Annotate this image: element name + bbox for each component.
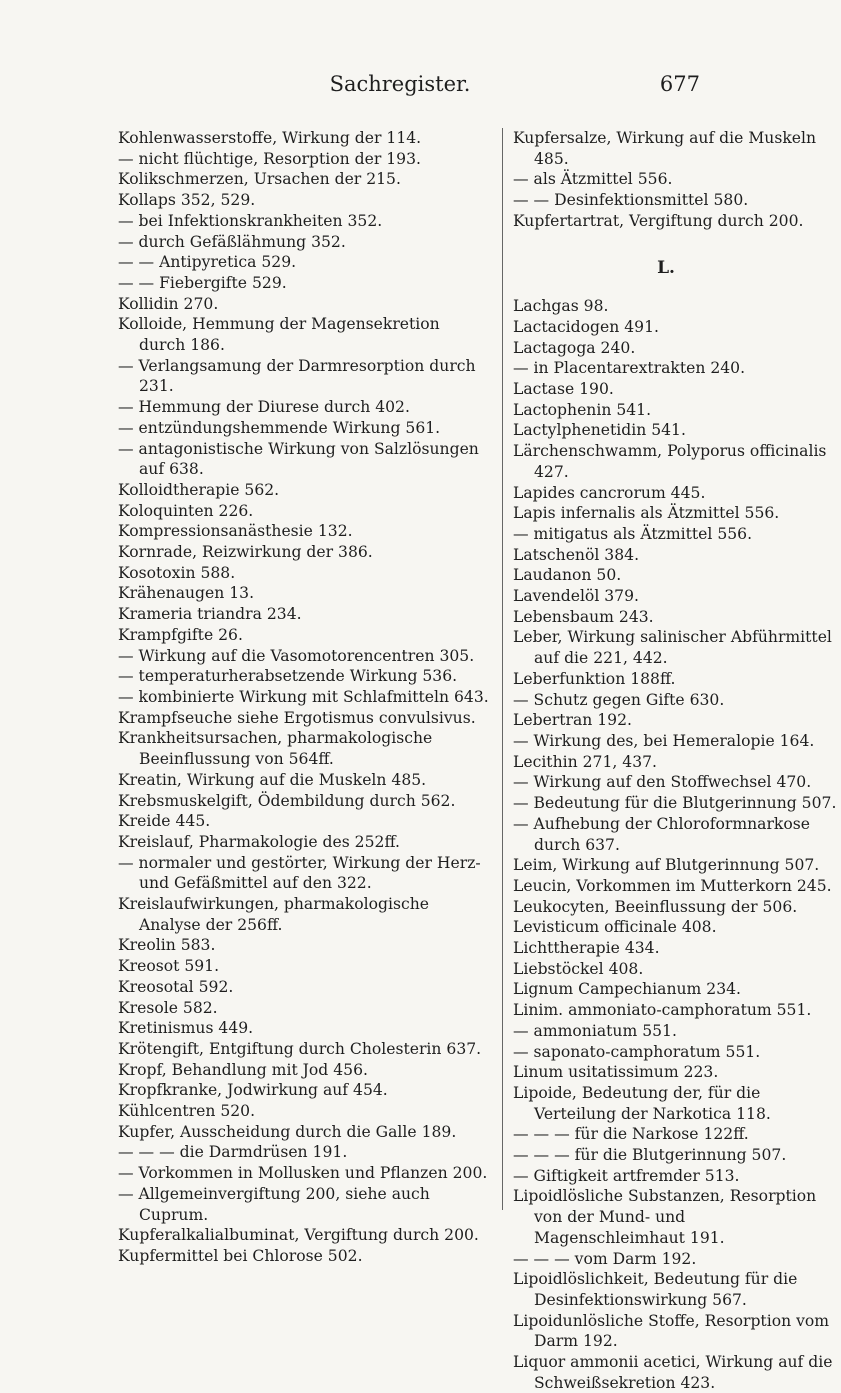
index-entry: Lavendelöl 379. <box>513 587 639 606</box>
index-entry: — — — für die Narkose 122ff. <box>513 1125 749 1144</box>
index-entry: — temperaturherabsetzende Wirkung 536. <box>118 667 458 686</box>
index-entry: Kornrade, Reizwirkung der 386. <box>118 543 373 562</box>
index-entry: Kropf, Behandlung mit Jod 456. <box>118 1060 368 1079</box>
index-entry: Lactacidogen 491. <box>513 317 659 336</box>
index-entry: — Hemmung der Diurese durch 402. <box>118 398 410 417</box>
index-entry: Lactophenin 541. <box>513 400 652 419</box>
page-header <box>0 72 800 102</box>
index-entry: — Wirkung auf den Stoffwechsel 470. <box>513 773 812 792</box>
index-entry: Kresole 582. <box>118 998 218 1017</box>
index-entry: Latschenöl 384. <box>513 545 640 564</box>
index-entry: Kupfer, Ausscheidung durch die Galle 189. <box>118 1122 457 1141</box>
index-entry: — — — die Darmdrüsen 191. <box>118 1143 348 1162</box>
index-entry: Lapis infernalis als Ätzmittel 556. <box>513 504 780 523</box>
index-entry: Lipoide, Bedeutung der, für die Verteilung der Narkotica 118. <box>513 1083 771 1123</box>
index-entry: Krebsmuskelgift, Ödembildung durch 562. <box>118 791 456 810</box>
index-entry: — — Desinfektionsmittel 580. <box>513 191 749 210</box>
index-entry: — als Ätzmittel 556. <box>513 170 673 189</box>
index-entry: Koloquinten 226. <box>118 501 254 520</box>
index-entry: Liebstöckel 408. <box>513 959 644 978</box>
right-column-k-entries <box>513 128 841 232</box>
column-divider <box>502 128 503 1210</box>
page-title: Sachregister. <box>329 72 471 96</box>
index-entry: — Schutz gegen Gifte 630. <box>513 690 725 709</box>
index-entry: Leukocyten, Beeinflussung der 506. <box>513 897 798 916</box>
right-column-l-entries <box>513 296 841 1393</box>
index-entry: — kombinierte Wirkung mit Schlafmitteln 643. <box>118 687 489 706</box>
index-entry: — normaler und gestörter, Wirkung der Herz- und Gefäßmittel auf den 322. <box>118 853 481 893</box>
index-entry: Levisticum officinale 408. <box>513 918 717 937</box>
index-entry: Leucin, Vorkommen im Mutterkorn 245. <box>513 876 832 895</box>
index-entry: Kupfertartrat, Vergiftung durch 200. <box>513 211 804 230</box>
index-entry: Lapides cancrorum 445. <box>513 483 706 502</box>
index-entry: — Vorkommen in Mollusken und Pflanzen 200. <box>118 1164 488 1183</box>
index-entry: Lärchenschwamm, Polyporus officinalis 427. <box>513 442 827 481</box>
index-entry: — Giftigkeit artfremder 513. <box>513 1166 740 1185</box>
index-entry: Kretinismus 449. <box>118 1019 254 1038</box>
index-entry: Lebensbaum 243. <box>513 607 654 626</box>
index-entry: — Wirkung auf die Vasomotorencentren 305. <box>118 646 475 665</box>
index-entry: Leber, Wirkung salinischer Abführmittel auf die 221, 442. <box>513 628 832 668</box>
index-entry: Kupferalkalialbuminat, Vergiftung durch 200. <box>118 1226 479 1245</box>
index-entry: — Allgemeinvergiftung 200, siehe auch Cuprum. <box>118 1184 430 1224</box>
index-entry: — Wirkung des, bei Hemeralopie 164. <box>513 731 815 750</box>
index-entry: — durch Gefäßlähmung 352. <box>118 232 346 251</box>
index-entry: Lebertran 192. <box>513 711 632 730</box>
index-entry: Kropfkranke, Jodwirkung auf 454. <box>118 1081 388 1100</box>
index-entry: Lactase 190. <box>513 380 614 399</box>
index-entry: Linum usitatissimum 223. <box>513 1063 719 1082</box>
index-entry: — in Placentarextrakten 240. <box>513 359 746 378</box>
index-entry: — antagonistische Wirkung von Salzlösungen auf 638. <box>118 439 479 479</box>
index-entry: — Verlangsamung der Darmresorption durch 231. <box>118 356 476 396</box>
index-entry: Kreosot 591. <box>118 957 220 976</box>
index-entry: Krampfseuche siehe Ergotismus convulsivus. <box>118 708 476 727</box>
index-entry: Kolloide, Hemmung der Magensekretion durch 186. <box>118 315 440 355</box>
index-entry: Lipoidlöslichkeit, Bedeutung für die Desinfektionswirkung 567. <box>513 1270 798 1309</box>
index-entry: Kupfermittel bei Chlorose 502. <box>118 1246 363 1265</box>
index-entry: Kollaps 352, 529. <box>118 191 256 210</box>
index-entry: Kreide 445. <box>118 812 211 831</box>
index-entry: Lactagoga 240. <box>513 338 636 357</box>
index-entry: — saponato-camphoratum 551. <box>513 1042 761 1061</box>
index-entry: Krötengift, Entgiftung durch Cholesterin 637. <box>118 1039 482 1058</box>
index-entry: Lignum Campechianum 234. <box>513 980 741 999</box>
index-entry: Kompressionsanästhesie 132. <box>118 522 353 541</box>
index-entry: — — Antipyretica 529. <box>118 253 297 272</box>
index-entry: — entzündungshemmende Wirkung 561. <box>118 418 441 437</box>
index-entry: Lactylphenetidin 541. <box>513 421 686 440</box>
index-entry: Kreislauf, Pharmakologie des 252ff. <box>118 832 400 851</box>
index-entry: — — — vom Darm 192. <box>513 1249 697 1268</box>
section-letter-heading: L. <box>657 257 675 278</box>
page-number: 677 <box>659 72 700 96</box>
index-entry: Kohlenwasserstoffe, Wirkung der 114. <box>118 129 422 147</box>
index-entry: — Bedeutung für die Blutgerinnung 507. <box>513 794 837 813</box>
index-entry: Krähenaugen 13. <box>118 584 255 603</box>
index-entry: Lipoidlösliche Substanzen, Resorption von der Mund- und Magenschleimhaut 191. <box>513 1187 817 1247</box>
index-entry: Krameria triandra 234. <box>118 605 302 624</box>
index-entry: Kollidin 270. <box>118 294 219 313</box>
index-entry: Kreislaufwirkungen, pharmakologische Analyse der 256ff. <box>118 895 429 934</box>
index-entry: Lecithin 271, 437. <box>513 752 657 771</box>
index-entry: Liquor ammonii acetici, Wirkung auf die Schweißsekretion 423. <box>513 1353 833 1392</box>
index-entry: Kreolin 583. <box>118 936 216 955</box>
index-entry: Leim, Wirkung auf Blutgerinnung 507. <box>513 856 820 875</box>
index-entry: Linim. ammoniato-camphoratum 551. <box>513 1001 812 1020</box>
index-entry: — nicht flüchtige, Resorption der 193. <box>118 149 421 168</box>
index-entry: Kühlcentren 520. <box>118 1102 256 1121</box>
index-entry: — ammoniatum 551. <box>513 1021 677 1040</box>
index-entry: Lipoidunlösliche Stoffe, Resorption vom Darm 192. <box>513 1311 830 1351</box>
index-entry: Kolloidtherapie 562. <box>118 480 280 499</box>
index-entry: — Aufhebung der Chloroformnarkose durch 637. <box>513 814 810 854</box>
index-entry: — bei Infektionskrankheiten 352. <box>118 211 383 230</box>
index-entry: Kreatin, Wirkung auf die Muskeln 485. <box>118 770 427 789</box>
left-index-column <box>118 128 490 1267</box>
index-entry: Kolikschmerzen, Ursachen der 215. <box>118 170 401 189</box>
index-entry: Lachgas 98. <box>513 297 609 316</box>
index-entry: Kupfersalze, Wirkung auf die Muskeln 485. <box>513 129 817 168</box>
right-index-column <box>513 128 841 1393</box>
index-entry: Laudanon 50. <box>513 566 622 585</box>
index-entry: Lichttherapie 434. <box>513 939 660 958</box>
index-entry: — mitigatus als Ätzmittel 556. <box>513 524 753 543</box>
index-entry: Kreosotal 592. <box>118 977 234 996</box>
index-entry: Kosotoxin 588. <box>118 563 236 582</box>
index-entry: Krankheitsursachen, pharmakologische Beeinflussung von 564ff. <box>118 729 433 769</box>
index-entry: — — Fiebergifte 529. <box>118 273 287 292</box>
index-entry: — — — für die Blutgerinnung 507. <box>513 1146 787 1165</box>
index-entry: Krampfgifte 26. <box>118 625 243 644</box>
index-entry: Leberfunktion 188ff. <box>513 669 676 688</box>
